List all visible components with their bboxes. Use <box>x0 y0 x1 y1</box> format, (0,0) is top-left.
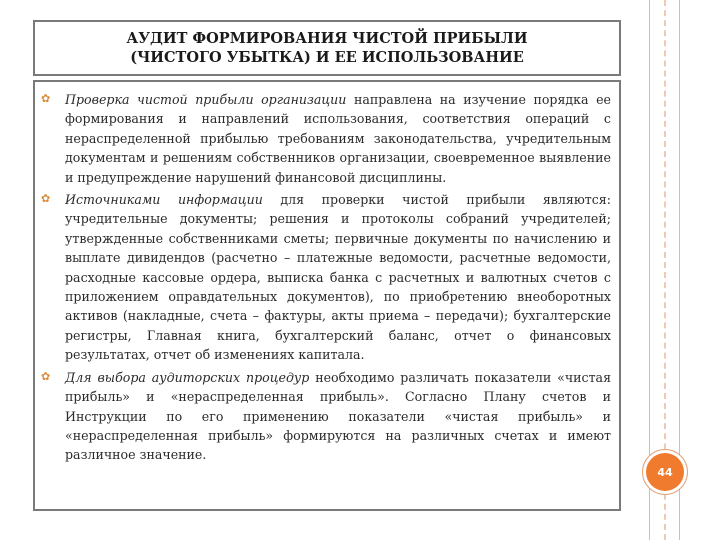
slide-title-line-2: (ЧИСТОГО УБЫТКА) И ЕЕ ИСПОЛЬЗОВАНИЕ <box>130 49 524 66</box>
bullet-item-sources <box>35 190 619 365</box>
bullet-item-procedures <box>35 368 619 465</box>
bullet-text <box>65 190 611 365</box>
bullet-lead-text: Источниками информации <box>65 192 263 208</box>
slide-title-line-1: АУДИТ ФОРМИРОВАНИЯ ЧИСТОЙ ПРИБЫЛИ <box>126 30 528 47</box>
bullet-text <box>65 368 611 465</box>
bullet-item-verification <box>35 90 619 187</box>
flower-bullet-icon: ✿ <box>41 92 51 105</box>
slide-title-box <box>33 20 621 76</box>
bullet-body-text: для проверки чистой прибыли являются: учредительные документы; решения и протоколы собраний учредителей; утвержденные собственниками сметы; первичные документы по начислению и выплате дивидендов (расчетно – платежные ведомости, расчетные ведомости, расходные кассовые ордера, выписка банка с расчетных и валютных счетов с приложением оправдательных документов), по приобретению внеоборотных активов (накладные, счета – фактуры, акты приема – передачи); бухгалтерские регистры, Главная книга, бухгалтерский баланс, отчет о финансовых результатах, отчет об изменениях капитала. <box>65 192 611 363</box>
bullet-body-text: направлена на изучение порядка ее формирования и направлений использования, соответствия операций с нераспределенной прибылью требованиям законодательства, учредительным документам и решениям собственников организации, своевременное выявление и предупреждение нарушений финансовой дисциплины. <box>65 92 611 185</box>
bullet-lead-text: Проверка чистой прибыли организации <box>65 92 347 107</box>
bullet-list <box>35 90 619 468</box>
bullet-lead-text: Для выбора аудиторских процедур <box>65 369 310 385</box>
flower-bullet-icon: ✿ <box>41 369 51 383</box>
slide-body-box <box>33 80 621 511</box>
page-number-badge <box>642 449 688 495</box>
bullet-body-text: необходимо различать показатели «чистая прибыль» и «нераспределенная прибыль». Согласно Плану счетов и Инструкции по его применению показатели «чистая прибыль» и «нераспределенная прибыль» формируются на различных счетах и имеют различное значение. <box>65 369 612 463</box>
page-number: 44 <box>646 453 684 491</box>
flower-bullet-icon: ✿ <box>41 192 51 206</box>
bullet-text <box>65 90 611 187</box>
